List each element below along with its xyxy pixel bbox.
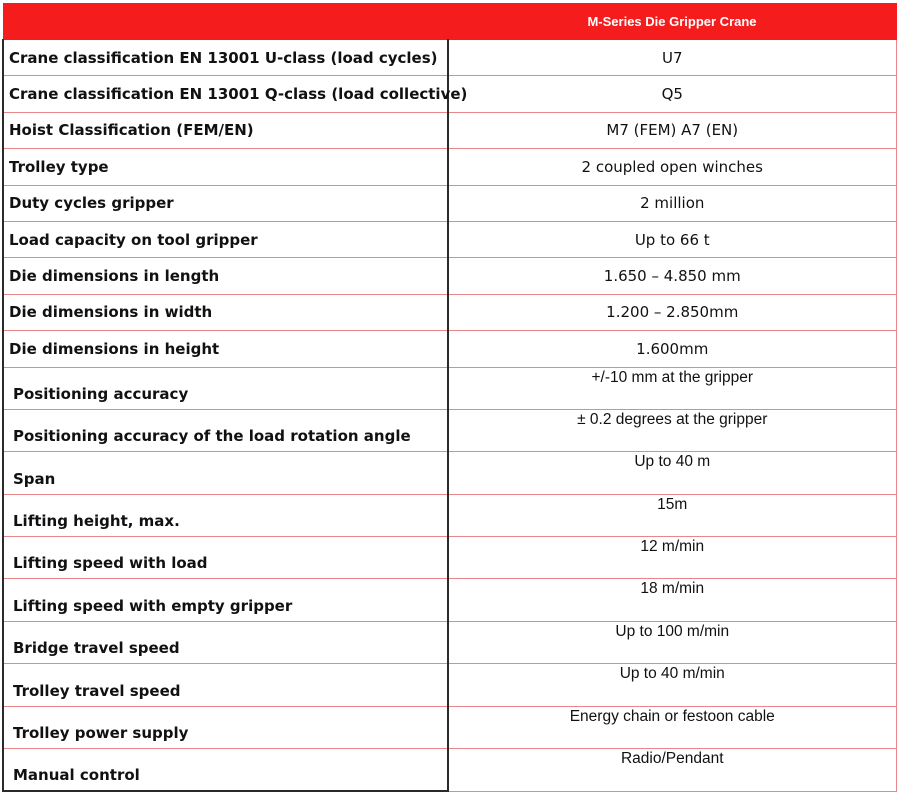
row-value: 15m	[448, 494, 896, 536]
row-value: 1.650 – 4.850 mm	[448, 258, 896, 294]
row-label: Positioning accuracy of the load rotation angle	[3, 409, 448, 451]
row-label: Lifting speed with load	[3, 537, 448, 579]
header-empty-cell	[3, 4, 448, 40]
table-row	[3, 494, 896, 536]
row-value: 1.600mm	[448, 331, 896, 367]
table-row	[3, 409, 896, 451]
spec-table	[2, 3, 897, 792]
table-row	[3, 537, 896, 579]
row-value: U7	[448, 40, 896, 76]
row-value: +/-10 mm at the gripper	[448, 367, 896, 409]
row-label: Duty cycles gripper	[3, 185, 448, 221]
row-value: Up to 66 t	[448, 221, 896, 257]
row-value: 18 m/min	[448, 579, 896, 621]
table-row	[3, 258, 896, 294]
row-value: 1.200 – 2.850mm	[448, 294, 896, 330]
row-label: Crane classification EN 13001 Q-class (load collective)	[3, 76, 448, 112]
row-label: Lifting speed with empty gripper	[3, 579, 448, 621]
table-row	[3, 706, 896, 748]
row-value: 12 m/min	[448, 537, 896, 579]
table-row	[3, 221, 896, 257]
table-row	[3, 149, 896, 185]
table-row	[3, 76, 896, 112]
row-label: Die dimensions in height	[3, 331, 448, 367]
row-label: Trolley power supply	[3, 706, 448, 748]
table-row	[3, 294, 896, 330]
table-row	[3, 112, 896, 148]
table-row	[3, 452, 896, 494]
row-label: Die dimensions in width	[3, 294, 448, 330]
row-label: Manual control	[3, 749, 448, 792]
row-value: Q5	[448, 76, 896, 112]
table-row	[3, 621, 896, 663]
row-label: Positioning accuracy	[3, 367, 448, 409]
row-value: ± 0.2 degrees at the gripper	[448, 409, 896, 451]
table-row	[3, 331, 896, 367]
table-row	[3, 185, 896, 221]
table-row	[3, 664, 896, 706]
table-row	[3, 367, 896, 409]
row-label: Hoist Classification (FEM/EN)	[3, 112, 448, 148]
table-row	[3, 749, 896, 792]
row-value: Up to 100 m/min	[448, 621, 896, 663]
table-row	[3, 40, 896, 76]
row-label: Die dimensions in length	[3, 258, 448, 294]
row-label: Trolley travel speed	[3, 664, 448, 706]
row-value: Energy chain or festoon cable	[448, 706, 896, 748]
row-value: Up to 40 m	[448, 452, 896, 494]
row-value: M7 (FEM) A7 (EN)	[448, 112, 896, 148]
row-label: Crane classification EN 13001 U-class (load cycles)	[3, 40, 448, 76]
row-label: Trolley type	[3, 149, 448, 185]
row-value: Radio/Pendant	[448, 749, 896, 792]
table-row	[3, 579, 896, 621]
spec-table-container	[2, 3, 895, 792]
header-title: M-Series Die Gripper Crane	[448, 4, 896, 40]
row-value: 2 coupled open winches	[448, 149, 896, 185]
row-value: 2 million	[448, 185, 896, 221]
row-value: Up to 40 m/min	[448, 664, 896, 706]
table-header-row	[3, 4, 896, 40]
row-label: Span	[3, 452, 448, 494]
row-label: Lifting height, max.	[3, 494, 448, 536]
row-label: Load capacity on tool gripper	[3, 221, 448, 257]
row-label: Bridge travel speed	[3, 621, 448, 663]
